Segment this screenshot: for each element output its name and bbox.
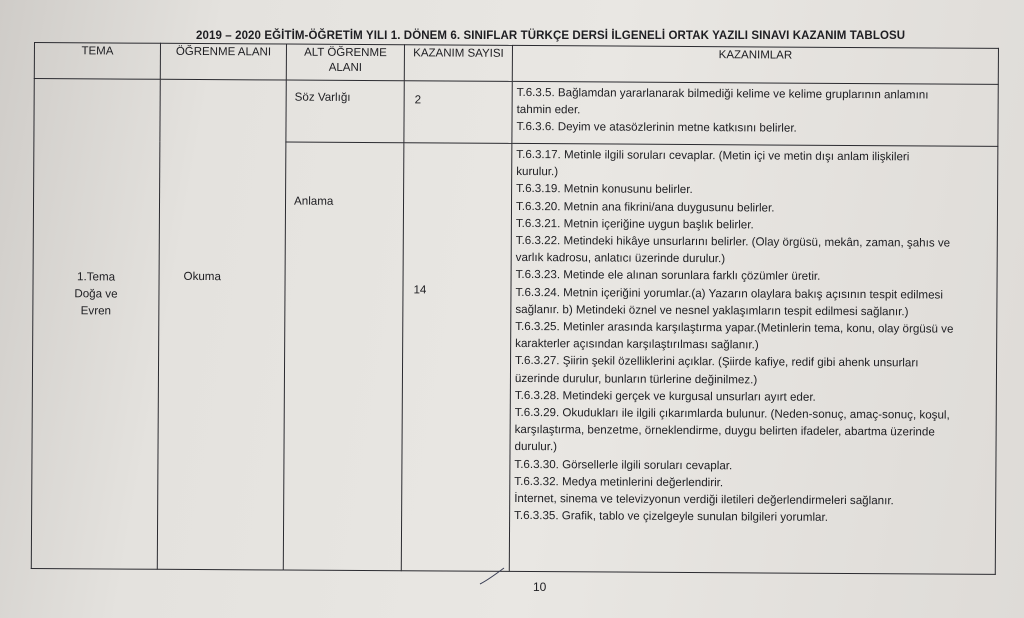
tema-line: Evren: [80, 304, 112, 318]
kazanim-line: T.6.3.6. Deyim ve atasözlerinin metne katkısını belirler.: [516, 120, 797, 136]
table-row: [34, 79, 998, 147]
header-alt-ogrenme-alani: [286, 44, 404, 81]
header-tema: TEMA: [34, 43, 160, 80]
kazanimlar-cell: [512, 81, 998, 146]
kazanim-table: [31, 42, 999, 575]
tema-line: Doğa ve: [74, 287, 118, 301]
kazanim-line: T.6.3.30. Görsellerle ilgili soruları cevaplar.: [514, 457, 733, 472]
kazanim-line: T.6.3.27. Şiirin şekil özelliklerini açıklar. (Şiirde kafiye, redif gibi ahenk unsurları: [515, 354, 919, 370]
alt-alan-cell: Anlama: [283, 142, 404, 571]
kazanim-line: sağlanır. b) Metindeki öznel ve nesnel yaklaşımların tespit edilmesi sağlanır.): [515, 302, 909, 319]
kazanim-sayisi-cell: 14: [401, 143, 512, 572]
header-alt-ogrenme-line2: ALANI: [328, 61, 363, 75]
kazanim-sayisi-cell: 2: [404, 81, 512, 144]
kazanim-line: T.6.3.21. Metnin içeriğine uygun başlık belirler.: [515, 216, 754, 232]
kazanim-line: T.6.3.25. Metinler arasında karşılaştırma yapar.(Metinlerin tema, konu, olay örgüsü ve: [515, 319, 954, 336]
document-title: 2019 – 2020 EĞİTİM-ÖĞRETİM YILI 1. DÖNEM 6. SINIFLAR TÜRKÇE DERSİ İLGENELİ ORTAK YAZILI SINAVI KAZANIM TABLOSU: [196, 30, 906, 42]
kazanim-line: T.6.3.20. Metnin ana fikrini/ana duygusunu belirler.: [515, 199, 775, 215]
kazanim-line: durulur.): [514, 440, 558, 454]
kazanim-line: T.6.3.28. Metindeki gerçek ve kurgusal unsurları ayırt eder.: [514, 388, 816, 404]
ogrenme-alani-cell: Okuma: [157, 79, 286, 570]
kazanim-line: tahmin eder.: [516, 103, 581, 117]
kazanim-line: varlık kadrosu, anlatıcı üzerinde durulur.): [515, 251, 726, 266]
kazanim-line: kurulur.): [516, 165, 559, 179]
kazanim-line: karakterler açısından karşılaştırılması sağlanır.): [515, 337, 759, 352]
kazanim-line: T.6.3.17. Metinle ilgili soruları cevaplar. (Metin içi ve metin dışı anlam ilişkileri: [516, 147, 910, 164]
kazanim-line: üzerinde durulur, bunların türlerine değinilmez.): [514, 371, 758, 387]
kazanim-line: T.6.3.23. Metinde ele alınan sorunlara farklı çözümler üretir.: [515, 268, 821, 284]
kazanim-line: T.6.3.35. Grafik, tablo ve çizelgeyle sunulan bilgileri yorumlar.: [514, 509, 828, 525]
header-alt-ogrenme-line1: ALT ÖĞRENME: [304, 46, 387, 60]
kazanim-line: karşılaştırma, benzetme, örneklendirme, duygu belirten ifadeler, abartma üzerinde: [514, 423, 935, 439]
kazanim-line: İnternet, sinema ve televizyonun verdiği iletileri değerlendirmeleri sağlanır.: [514, 492, 894, 508]
kazanim-line: T.6.3.29. Okudukları ile ilgili çıkarımlarda bulunur. (Neden-sonuç, amaç-sonuç, koşul,: [514, 405, 950, 422]
tema-cell: [31, 79, 160, 570]
kazanim-line: T.6.3.24. Metnin içeriğini yorumlar.(a) Yazarın olaylara bakış açısının tespit edilmesi: [515, 285, 943, 302]
kazanim-line: T.6.3.22. Metindeki hikâye unsurlarını belirler. (Olay örgüsü, mekân, zaman, şahıs ve: [515, 233, 951, 250]
header-kazanim-sayisi: KAZANIM SAYISI: [404, 45, 512, 82]
pen-mark: [478, 566, 508, 586]
kazanim-line: T.6.3.5. Bağlamdan yararlanarak bilmediği kelime ve kelime gruplarının anlamını: [516, 85, 929, 102]
kazanim-table-wrapper: [31, 42, 998, 575]
kazanim-line: T.6.3.19. Metnin konusunu belirler.: [516, 182, 693, 197]
header-row: [34, 43, 998, 85]
header-kazanimlar: KAZANIMLAR: [512, 45, 998, 84]
alt-alan-cell: Söz Varlığı: [286, 80, 404, 143]
tema-line: 1.Tema: [77, 270, 116, 284]
kazanim-line: T.6.3.32. Medya metinlerini değerlendirir.: [514, 474, 724, 490]
kazanimlar-cell: [509, 143, 998, 574]
header-ogrenme-alani: ÖĞRENME ALANI: [160, 43, 286, 80]
page-number: 10: [533, 580, 547, 594]
